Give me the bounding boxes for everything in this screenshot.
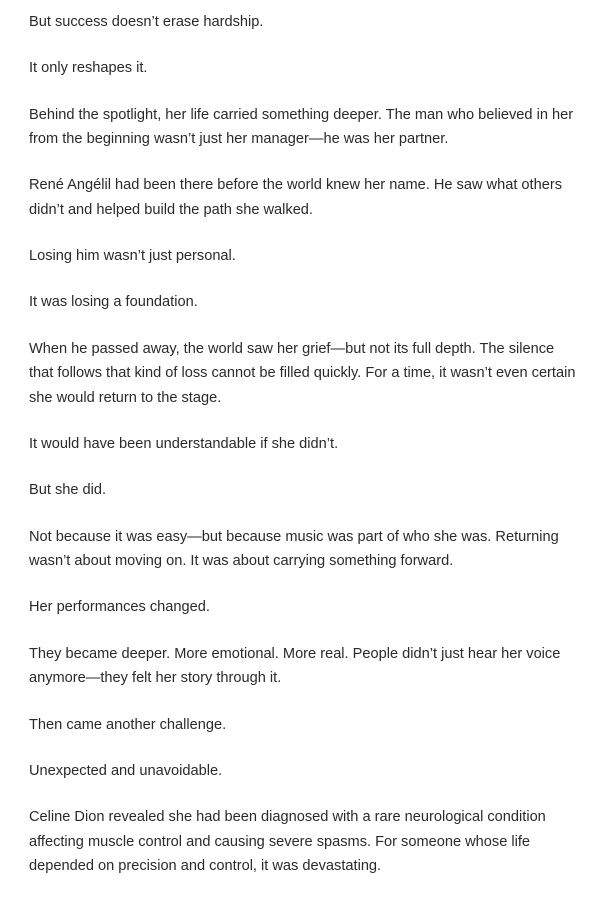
paragraph: When he passed away, the world saw her grief—but not its full depth. The silence that follows that kind of loss cannot be filled quickly. For a time, it wasn’t even certain she would return to the stage. (29, 340, 576, 406)
paragraph: But she did. (29, 482, 107, 499)
paragraph: Unexpected and unavoidable. (29, 762, 223, 779)
paragraph: It was losing a foundation. (29, 294, 198, 311)
paragraph: Behind the spotlight, her life carried something deeper. The man who believed in her from the beginning wasn’t just her manager—he was her partner. (29, 106, 574, 148)
paragraph: Not because it was easy—but because music was part of who she was. Returning wasn’t about moving on. It was about carrying something forward. (29, 528, 559, 570)
paragraph: Her performances changed. (29, 599, 210, 616)
paragraph: But success doesn’t erase hardship. (29, 14, 264, 30)
paragraph: It only reshapes it. (29, 60, 148, 77)
paragraph: Then came another challenge. (29, 716, 227, 733)
paragraph: Celine Dion revealed she had been diagnosed with a rare neurological condition affecting muscle control and causing severe spasms. For someone whose life depended on precision and control, it was devastating. (29, 809, 546, 875)
paragraph: René Angélil had been there before the world knew her name. He saw what others didn’t and helped build the path she walked. (29, 177, 562, 218)
paragraph: Losing him wasn’t just personal. (29, 248, 236, 265)
paragraph: They became deeper. More emotional. More real. People didn’t just hear her voice anymore—they felt her story through it. (29, 645, 561, 687)
paragraph: It would have been understandable if she didn’t. (29, 436, 339, 453)
article-body (29, 10, 577, 900)
